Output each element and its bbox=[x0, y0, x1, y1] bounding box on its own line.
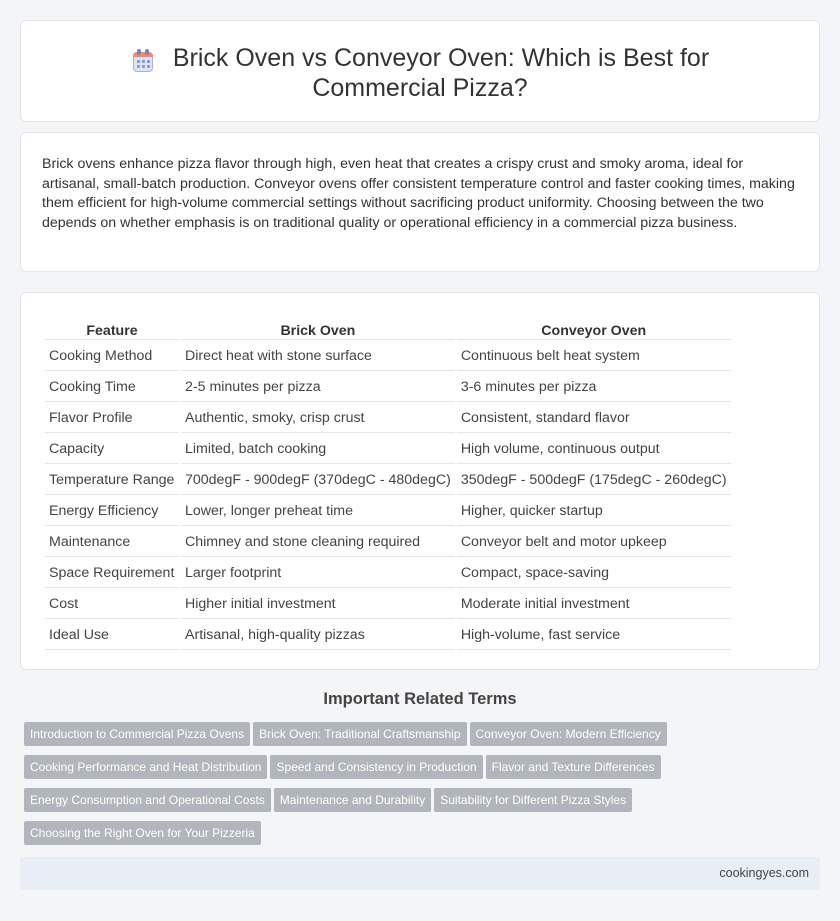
page-title: Brick Oven vs Conveyor Oven: Which is Best for Commercial Pizza? bbox=[172, 44, 710, 102]
conveyor-oven-cell: 350degF - 500degF (175degC - 260degC) bbox=[457, 466, 731, 495]
feature-cell: Temperature Range bbox=[45, 466, 179, 495]
table-row bbox=[45, 404, 731, 433]
header-brick-oven: Brick Oven bbox=[181, 315, 455, 340]
feature-cell: Energy Efficiency bbox=[45, 497, 179, 526]
related-term-tag[interactable]: Brick Oven: Traditional Craftsmanship bbox=[253, 722, 466, 746]
related-term-tag[interactable]: Introduction to Commercial Pizza Ovens bbox=[24, 722, 250, 746]
related-terms-list bbox=[24, 722, 724, 854]
related-term-tag[interactable]: Conveyor Oven: Modern Efficiency bbox=[470, 722, 667, 746]
table-row bbox=[45, 342, 731, 371]
feature-cell: Flavor Profile bbox=[45, 404, 179, 433]
intro-paragraph: Brick ovens enhance pizza flavor through high, even heat that creates a crispy crust and smoky aroma, ideal for artisanal, small-batch production. Conveyor ovens offer consistent temperature control and faster cooking times, making them efficient for high-volume commercial settings without sacrificing product uniformity. Choosing between the two depends on whether emphasis is on traditional quality or operational efficiency in a commercial pizza business. bbox=[42, 156, 795, 231]
related-term-tag[interactable]: Energy Consumption and Operational Costs bbox=[24, 788, 271, 812]
intro-card bbox=[20, 132, 820, 272]
table-row bbox=[45, 559, 731, 588]
brick-oven-cell: Larger footprint bbox=[181, 559, 455, 588]
brick-oven-cell: Lower, longer preheat time bbox=[181, 497, 455, 526]
related-term-tag[interactable]: Flavor and Texture Differences bbox=[486, 755, 661, 779]
related-term-tag[interactable]: Suitability for Different Pizza Styles bbox=[434, 788, 632, 812]
conveyor-oven-cell: Consistent, standard flavor bbox=[457, 404, 731, 433]
conveyor-oven-cell: High volume, continuous output bbox=[457, 435, 731, 464]
table-row bbox=[45, 435, 731, 464]
feature-cell: Cooking Time bbox=[45, 373, 179, 402]
brick-oven-cell: Limited, batch cooking bbox=[181, 435, 455, 464]
conveyor-oven-cell: Higher, quicker startup bbox=[457, 497, 731, 526]
conveyor-oven-cell: Conveyor belt and motor upkeep bbox=[457, 528, 731, 557]
brick-oven-cell: Artisanal, high-quality pizzas bbox=[181, 621, 455, 650]
header-feature: Feature bbox=[45, 315, 179, 340]
table-row bbox=[45, 590, 731, 619]
conveyor-oven-cell: 3-6 minutes per pizza bbox=[457, 373, 731, 402]
table-header-row bbox=[45, 315, 731, 340]
comparison-card bbox=[20, 292, 820, 670]
title-wrap bbox=[21, 43, 819, 103]
brick-oven-cell: 2-5 minutes per pizza bbox=[181, 373, 455, 402]
conveyor-oven-cell: Compact, space-saving bbox=[457, 559, 731, 588]
table-row bbox=[45, 466, 731, 495]
related-term-tag[interactable]: Cooking Performance and Heat Distribution bbox=[24, 755, 267, 779]
header-conveyor-oven: Conveyor Oven bbox=[457, 315, 731, 340]
feature-cell: Cost bbox=[45, 590, 179, 619]
table-row bbox=[45, 528, 731, 557]
conveyor-oven-cell: High-volume, fast service bbox=[457, 621, 731, 650]
brick-oven-cell: Direct heat with stone surface bbox=[181, 342, 455, 371]
conveyor-oven-cell: Continuous belt heat system bbox=[457, 342, 731, 371]
related-terms-heading: Important Related Terms bbox=[323, 690, 517, 708]
table-row bbox=[45, 373, 731, 402]
table-row bbox=[45, 621, 731, 650]
brick-oven-cell: Higher initial investment bbox=[181, 590, 455, 619]
site-name[interactable]: cookingyes.com bbox=[719, 866, 809, 880]
comparison-table bbox=[43, 313, 733, 652]
feature-cell: Capacity bbox=[45, 435, 179, 464]
conveyor-oven-cell: Moderate initial investment bbox=[457, 590, 731, 619]
feature-cell: Space Requirement bbox=[45, 559, 179, 588]
calendar-icon bbox=[131, 49, 155, 73]
related-term-tag[interactable]: Maintenance and Durability bbox=[274, 788, 431, 812]
feature-cell: Maintenance bbox=[45, 528, 179, 557]
feature-cell: Cooking Method bbox=[45, 342, 179, 371]
title-card bbox=[20, 20, 820, 122]
brick-oven-cell: Authentic, smoky, crisp crust bbox=[181, 404, 455, 433]
brick-oven-cell: Chimney and stone cleaning required bbox=[181, 528, 455, 557]
table-row bbox=[45, 497, 731, 526]
feature-cell: Ideal Use bbox=[45, 621, 179, 650]
related-term-tag[interactable]: Choosing the Right Oven for Your Pizzeria bbox=[24, 821, 261, 845]
footer bbox=[20, 857, 820, 890]
brick-oven-cell: 700degF - 900degF (370degC - 480degC) bbox=[181, 466, 455, 495]
related-term-tag[interactable]: Speed and Consistency in Production bbox=[270, 755, 482, 779]
